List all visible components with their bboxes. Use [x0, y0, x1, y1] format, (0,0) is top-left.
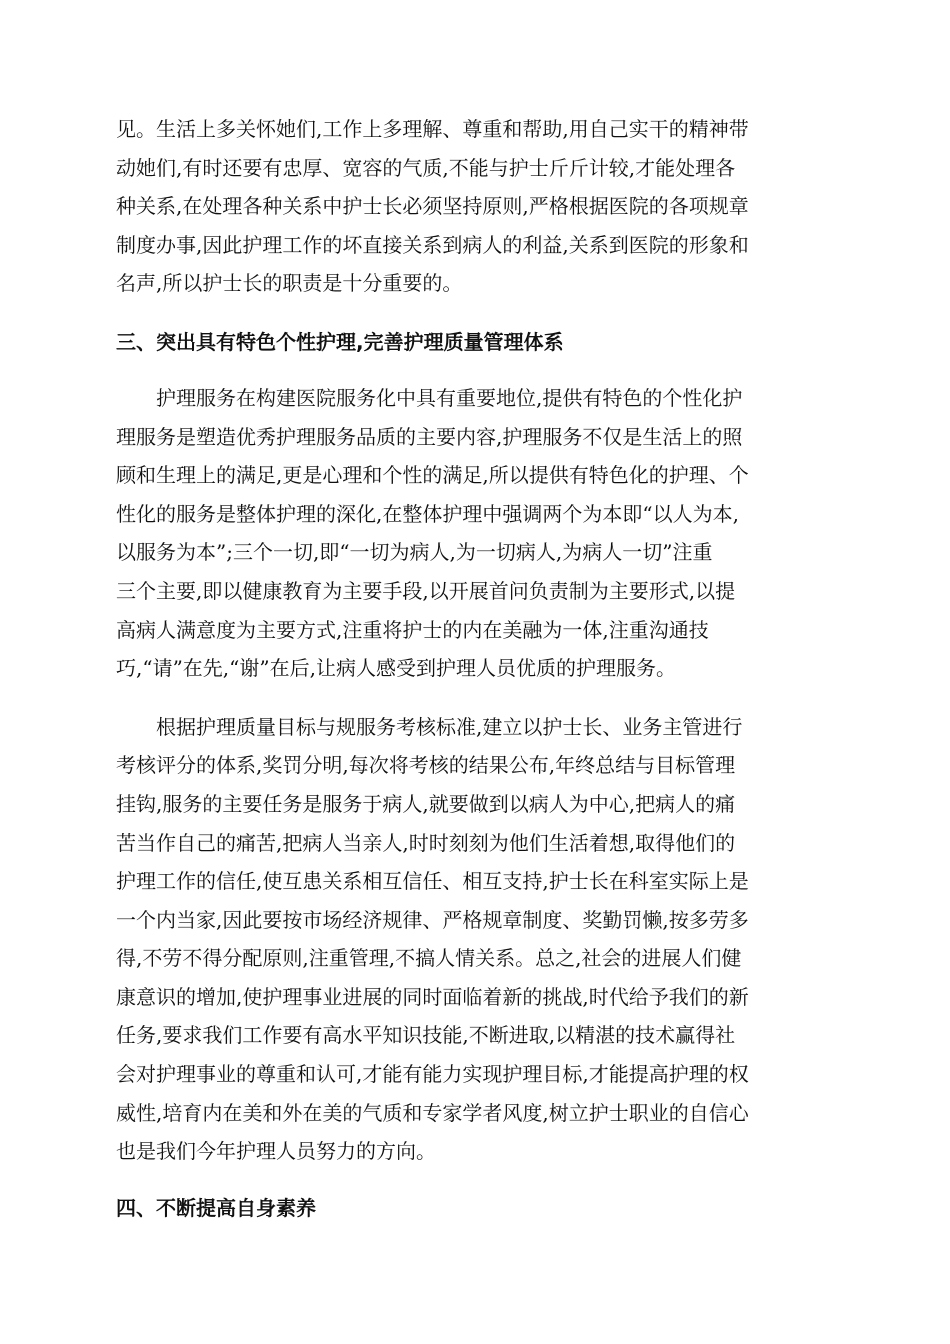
text-line: 护理服务在构建医院服务化中具有重要地位,提供有特色的个性化护: [156, 385, 743, 410]
document-page: [116, 110, 834, 1223]
paragraph-2: [116, 379, 834, 688]
text-line: 以服务为本”;三个一切,即“一切为病人,为一切病人,为病人一切”注重: [116, 540, 713, 565]
text-line: 考核评分的体系,奖罚分明,每次将考核的结果公布,年终总结与目标管理: [116, 753, 736, 778]
text-line: 三个主要,即以健康教育为主要手段,以开展首问负责制为主要形式,以提: [116, 578, 736, 603]
text-line: 护理工作的信任,使互患关系相互信任、相互支持,护士长在科室实际上是: [116, 869, 749, 894]
text-line: 也是我们今年护理人员努力的方向。: [116, 1139, 436, 1164]
text-line: 会对护理事业的尊重和认可,才能有能力实现护理目标,才能提高护理的权: [116, 1062, 749, 1087]
text-line: 名声,所以护士长的职责是十分重要的。: [116, 271, 463, 296]
section-heading-3: 三、突出具有特色个性护理,完善护理质量管理体系: [116, 329, 564, 354]
paragraph-3: [116, 708, 834, 1171]
text-line: 康意识的增加,使护理事业进展的同时面临着新的挑战,时代给予我们的新: [116, 984, 749, 1009]
text-line: 得,不劳不得分配原则,注重管理,不搞人情关系。总之,社会的进展人们健: [116, 946, 742, 971]
text-line: 种关系,在处理各种关系中护士长必须坚持原则,严格根据医院的各项规章: [116, 194, 749, 219]
text-line: 制度办事,因此护理工作的坏直接关系到病人的利益,关系到医院的形象和: [116, 232, 749, 257]
text-line: 一个内当家,因此要按市场经济规律、严格规章制度、奖勤罚懒,按多劳多: [116, 907, 749, 932]
text-line: 高病人满意度为主要方式,注重将护士的内在美融为一体,注重沟通技: [116, 617, 709, 642]
text-line: 根据护理质量目标与规服务考核标准,建立以护士长、业务主管进行: [156, 714, 743, 739]
text-line: 威性,培育内在美和外在美的气质和专家学者风度,树立护士职业的自信心: [116, 1100, 749, 1125]
text-line: 见。生活上多关怀她们,工作上多理解、尊重和帮助,用自己实干的精神带: [116, 117, 749, 141]
text-line: 巧,“请”在先,“谢”在后,让病人感受到护理人员优质的护理服务。: [116, 656, 676, 681]
text-line: 理服务是塑造优秀护理服务品质的主要内容,护理服务不仅是生活上的照: [116, 424, 743, 449]
text-line: 顾和生理上的满足,更是心理和个性的满足,所以提供有特色化的护理、个: [116, 463, 749, 488]
text-line: 动她们,有时还要有忠厚、宽容的气质,不能与护士斤斤计较,才能处理各: [116, 155, 736, 180]
text-line: 性化的服务是整体护理的深化,在整体护理中强调两个为本即“以人为本,: [116, 501, 739, 526]
text-line: 苦当作自己的痛苦,把病人当亲人,时时刻刻为他们生活着想,取得他们的: [116, 830, 736, 855]
paragraph-1: [116, 110, 834, 303]
text-line: 任务,要求我们工作要有高水平知识技能,不断进取,以精湛的技术赢得社: [116, 1023, 736, 1048]
text-line: 挂钩,服务的主要任务是服务于病人,就要做到以病人为中心,把病人的痛: [116, 791, 736, 816]
section-heading-4: 四、不断提高自身素养: [116, 1195, 316, 1220]
